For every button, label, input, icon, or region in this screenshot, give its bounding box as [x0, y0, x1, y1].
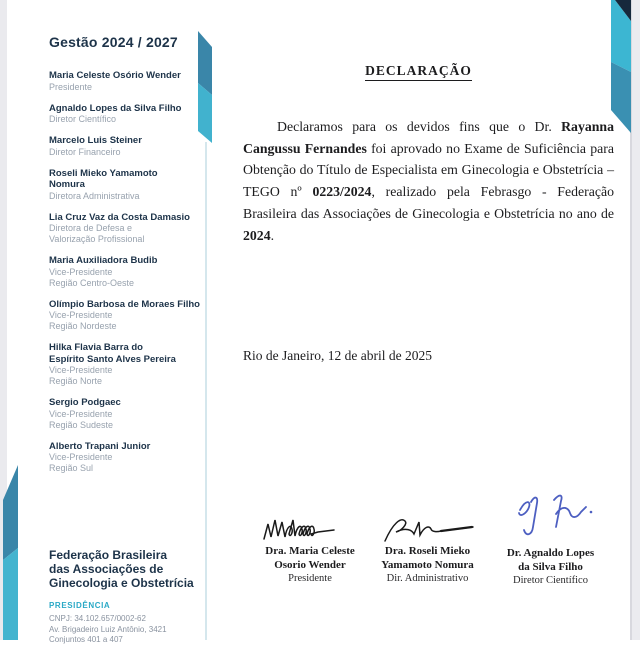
signer-role: Presidente [288, 573, 332, 584]
member-role: Presidente [49, 81, 93, 92]
member-name: Sergio Podgaec [49, 397, 121, 408]
board-member [49, 212, 207, 246]
board-member [49, 168, 207, 202]
member-role: Diretora Administrativa [49, 190, 140, 201]
member-name: Alberto Trapani Junior [49, 440, 151, 452]
board-member [49, 103, 207, 126]
board-member [49, 135, 207, 158]
board-member [49, 441, 207, 475]
board-member [49, 299, 207, 333]
signer-role: Dir. Administrativo [386, 573, 469, 584]
member-role: Vice-Presidente Região Norte [49, 365, 113, 386]
bottom-left-ribbon-decoration [0, 460, 20, 640]
member-role: Vice-Presidente Região Sudeste [49, 408, 114, 430]
signer-name: Dra. Maria Celeste Osorio Wender [265, 545, 355, 571]
member-name: Maria Auxiliadora Budib [49, 255, 158, 266]
member-role: Diretor Financeiro [49, 146, 121, 157]
member-name: Olímpio Barbosa de Moraes Filho [49, 298, 200, 310]
member-name: Agnaldo Lopes da Silva Filho [49, 102, 182, 114]
board-member [49, 70, 207, 93]
board-member [49, 397, 207, 431]
signer-name: Dr. Agnaldo Lopes da Silva Filho [506, 547, 595, 573]
signature-scribble-icon [379, 513, 477, 545]
signer-name: Dra. Roseli Mieko Yamamoto Nomura [381, 545, 474, 571]
member-role: Vice-Presidente Região Centro-Oeste [49, 266, 135, 288]
presidency-label: PRESIDÊNCIA [49, 601, 111, 610]
member-name: Marcelo Luis Steiner [49, 135, 142, 146]
document-title: DECLARAÇÃO [365, 63, 472, 81]
signature-block-scientific [488, 483, 613, 588]
signer-role: Diretor Científico [513, 575, 588, 586]
member-role: Vice-Presidente Região Sul [49, 452, 113, 473]
organization-name: Federação Brasileira das Associações de Ginecologia e Obstetrícia [49, 548, 194, 590]
date-line: Rio de Janeiro, 12 de abril de 2025 [243, 348, 432, 363]
member-name: Maria Celeste Osório Wender [49, 70, 181, 81]
signature-scribble-icon [260, 511, 360, 545]
sidebar-heading: Gestão 2024 / 2027 [49, 34, 178, 50]
declaration-document [207, 0, 630, 640]
presidency-address: CNPJ: 34.102.657/0002-62 Av. Brigadeiro Luiz Antônio, 3421 Conjuntos 401 a 407 [49, 614, 167, 644]
signature-block-administrative [365, 487, 490, 586]
board-member-list [49, 70, 207, 474]
member-role: Diretora de Defesa e Valorização Profissional [49, 223, 145, 244]
signature-scribble-icon [506, 491, 596, 547]
board-member [49, 255, 207, 289]
declaration-paragraph: Declaramos para os devidos fins que o Dr. Rayanna Cangussu Fernandes foi aprovado no Exame de Suficiência para Obtenção do Título de Especialista em Ginecologia e Obstetrícia – TEGO nº 0223/2024, realizado pela Febrasgo - Federação Brasileira das Associações de Ginecologia e Obstetrícia no ano de 2024. [243, 118, 614, 243]
board-member [49, 342, 207, 387]
sidebar [7, 0, 205, 644]
member-name: Hilka Flavia Barra do Espírito Santo Alves Pereira [49, 342, 176, 365]
member-name: Roseli Mieko Yamamoto Nomura [49, 167, 158, 190]
member-role: Vice-Presidente Região Nordeste [49, 310, 117, 331]
member-name: Lia Cruz Vaz da Costa Damasio [49, 211, 190, 223]
sidebar-footer [49, 548, 219, 646]
signature-block-president [245, 487, 375, 586]
member-role: Diretor Científico [49, 114, 117, 124]
